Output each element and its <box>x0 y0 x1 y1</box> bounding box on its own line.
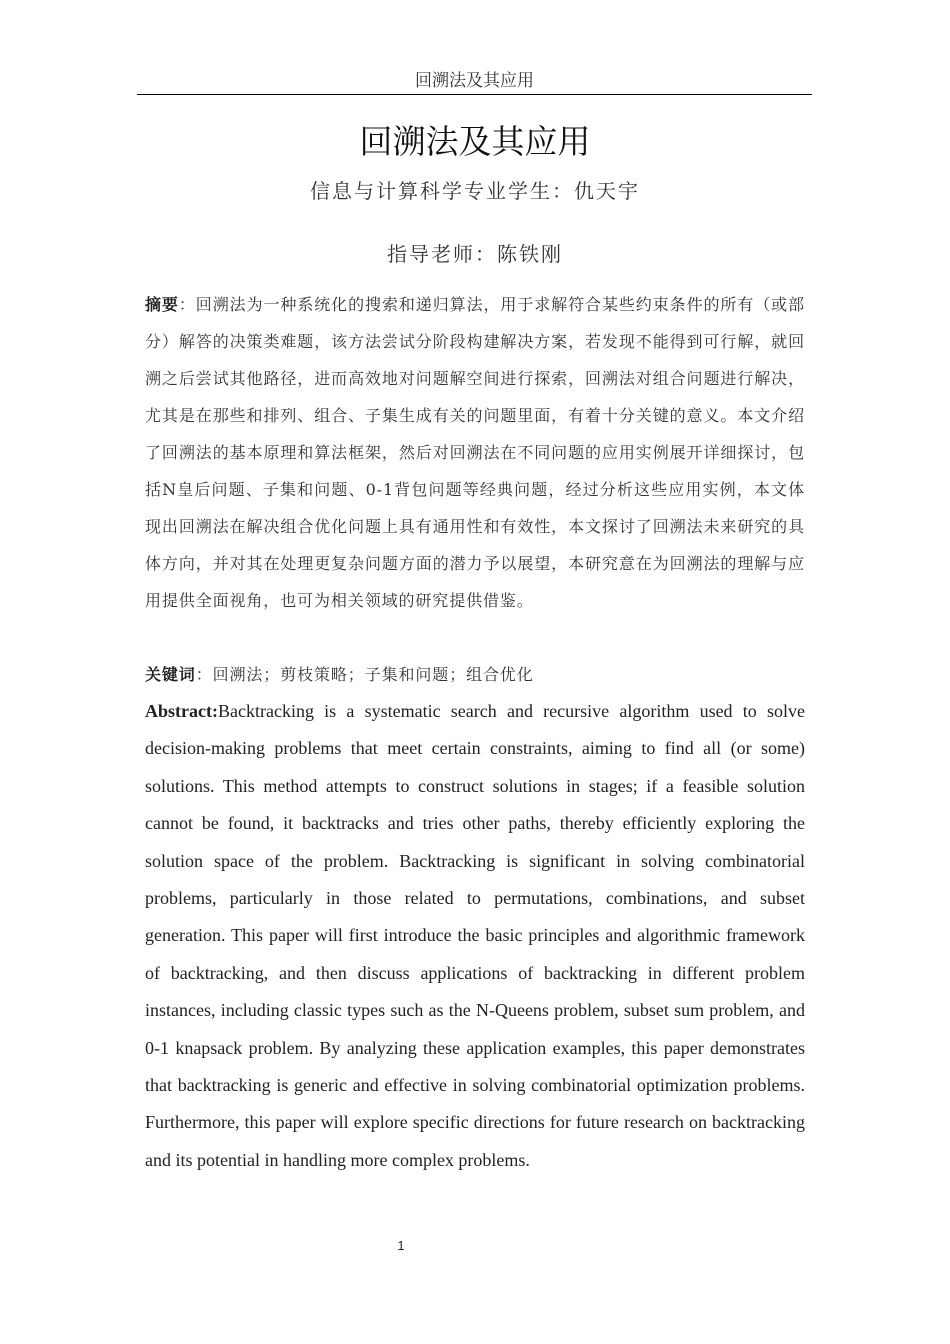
advisor-line: 指导老师：陈铁刚 <box>387 242 563 266</box>
abstract-english-text: Backtracking is a systematic search and recursive algorithm used to solve decision-making problems that meet certain constraints, aiming to find all (or some) solutions. This method attempts to construct solutions in stages; if a feasible solution cannot be found, it backtracks and tries other paths, thereby efficiently exploring the solution space of the problem. Backtracking is significant in solving combinatorial problems, particularly in those related to permutations, combinations, and subset generation. This paper will first introduce the basic principles and algorithmic framework of backtracking, and then discuss applications of backtracking in different problem instances, including classic types such as the N-Queens problem, subset sum problem, and 0-1 knapsack problem. By analyzing these application examples, this paper demonstrates that backtracking is generic and effective in solving combinatorial optimization problems. Furthermore, this paper will explore specific directions for future research on backtracking and its potential in handling more complex problems. <box>145 701 805 1170</box>
abstract-chinese-colon: ： <box>178 295 196 314</box>
abstract-english <box>145 693 805 1179</box>
author-line: 信息与计算科学专业学生：仇天宇 <box>310 179 640 203</box>
keywords-colon: ： <box>195 665 213 684</box>
paper-title: 回溯法及其应用 <box>359 122 591 161</box>
keywords <box>145 656 805 693</box>
abstract-chinese <box>145 286 805 619</box>
abstract-chinese-label: 摘要 <box>145 295 179 314</box>
running-header: 回溯法及其应用 <box>415 71 534 91</box>
abstract-english-label: Abstract: <box>145 701 218 721</box>
page-number: 1 <box>397 1238 405 1253</box>
keywords-text: 回溯法；剪枝策略；子集和问题；组合优化 <box>212 665 534 684</box>
abstract-chinese-text: 回溯法为一种系统化的搜索和递归算法，用于求解符合某些约束条件的所有（或部分）解答的决策类难题，该方法尝试分阶段构建解决方案，若发现不能得到可行解，就回溯之后尝试其他路径，进而高效地对问题解空间进行探索，回溯法对组合问题进行解决，尤其是在那些和排列、组合、子集生成有关的问题里面，有着十分关键的意义。本文介绍了回溯法的基本原理和算法框架，然后对回溯法在不同问题的应用实例展开详细探讨，包括N皇后问题、子集和问题、0-1背包问题等经典问题，经过分析这些应用实例，本文体现出回溯法在解决组合优化问题上具有通用性和有效性，本文探讨了回溯法未来研究的具体方向，并对其在处理更复杂问题方面的潜力予以展望，本研究意在为回溯法的理解与应用提供全面视角，也可为相关领域的研究提供借鉴。 <box>145 295 806 610</box>
header-rule <box>137 94 812 95</box>
keywords-label: 关键词 <box>145 665 196 684</box>
